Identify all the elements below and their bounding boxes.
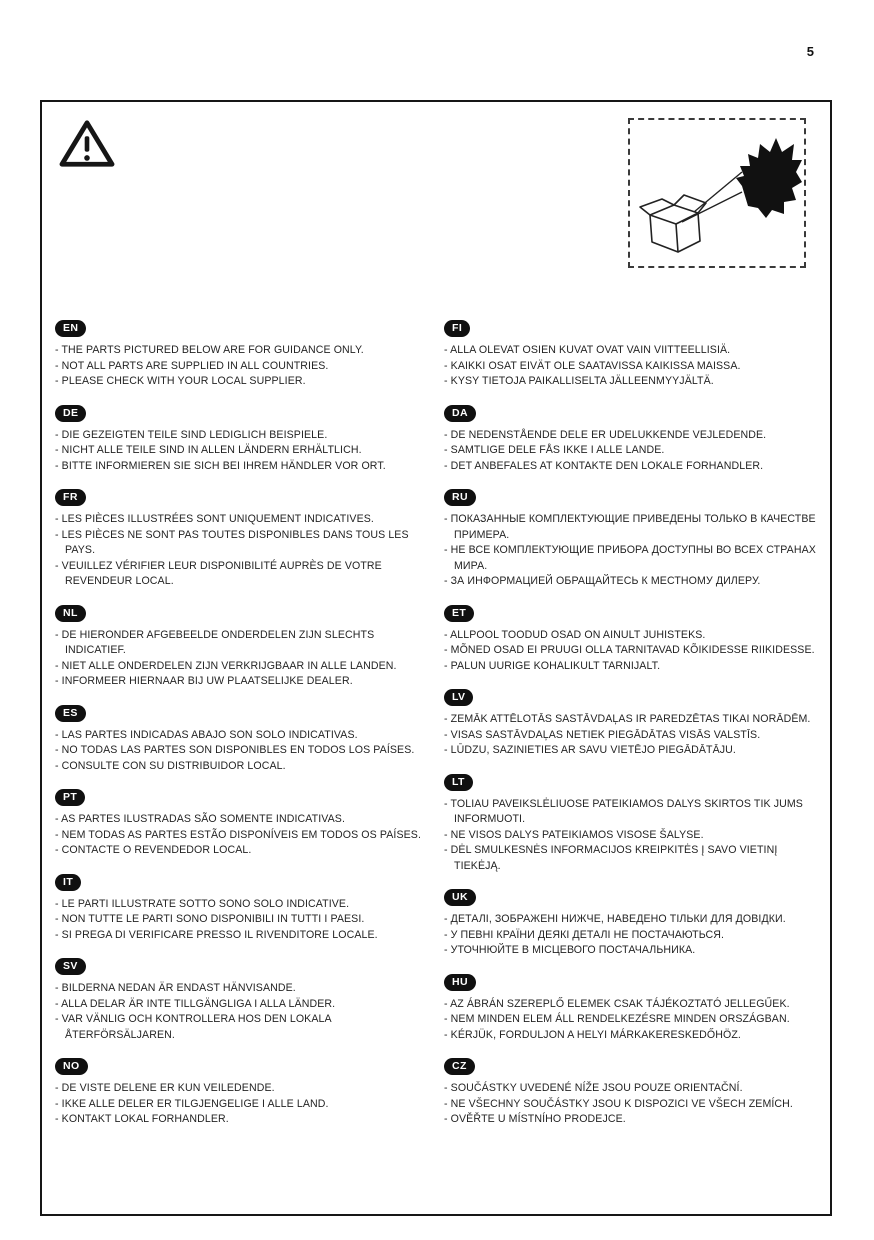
language-section-es [55, 703, 428, 775]
language-badge-nl: NL [55, 605, 86, 622]
instruction-lines [55, 1081, 428, 1128]
instruction-line: - DE NEDENSTÅENDE DELE ER UDELUKKENDE VEJLEDENDE. [444, 428, 767, 441]
instruction-lines [55, 628, 428, 690]
instruction-line: - VISAS SASTĀVDAĻAS NETIEK PIEGĀDĀTAS VISĀS VALSTĪS. [444, 728, 761, 741]
language-columns [55, 318, 820, 1141]
instruction-line: - IKKE ALLE DELER ER TILGJENGELIGE I ALLE LAND. [55, 1097, 329, 1110]
language-section-fr [55, 487, 428, 590]
instruction-lines [55, 897, 428, 944]
instruction-lines [444, 797, 817, 875]
column-left [55, 318, 428, 1141]
instruction-line: - NEM TODAS AS PARTES ESTÃO DISPONÍVEIS EM TODOS OS PAÍSES. [55, 828, 421, 841]
instruction-lines [444, 712, 817, 759]
instruction-line: - LE PARTI ILLUSTRATE SOTTO SONO SOLO INDICATIVE. [55, 897, 350, 910]
instruction-line: - KAIKKI OSAT EIVÄT OLE SAATAVISSA KAIKISSA MAISSA. [444, 359, 741, 372]
instruction-lines [55, 512, 428, 590]
head-silhouette-icon [736, 138, 802, 218]
instruction-line: - OVĚŘTE U MÍSTNÍHO PRODEJCE. [444, 1113, 626, 1125]
instruction-line: - KONTAKT LOKAL FORHANDLER. [55, 1113, 229, 1125]
instruction-line: - УТОЧНЮЙТЕ В МІСЦЕВОГО ПОСТАЧАЛЬНИКА. [444, 944, 696, 956]
instruction-line: - ALLA DELAR ÄR INTE TILLGÄNGLIGA I ALLA LÄNDER. [55, 997, 336, 1010]
language-section-it [55, 872, 428, 944]
language-badge-fr: FR [55, 489, 86, 506]
language-badge-lt: LT [444, 774, 473, 791]
language-section-nl [55, 603, 428, 690]
instruction-line: - У ПЕВНІ КРАЇНИ ДЕЯКІ ДЕТАЛІ НЕ ПОСТАЧАЮТЬСЯ. [444, 928, 725, 941]
instruction-line: - CONTACTE O REVENDEDOR LOCAL. [55, 844, 252, 856]
instruction-line: - LES PIÈCES ILLUSTRÉES SONT UNIQUEMENT INDICATIVES. [55, 513, 374, 525]
instruction-line: - DET ANBEFALES AT KONTAKTE DEN LOKALE FORHANDLER. [444, 459, 764, 472]
page-number: 5 [806, 44, 814, 59]
instruction-lines [55, 981, 428, 1043]
instruction-lines [444, 997, 817, 1044]
language-badge-sv: SV [55, 958, 86, 975]
language-badge-uk: UK [444, 889, 476, 906]
instruction-lines [55, 428, 428, 475]
language-badge-en: EN [55, 320, 86, 337]
language-section-hu [444, 972, 817, 1044]
instruction-lines [55, 343, 428, 390]
instruction-line: - ALLA OLEVAT OSIEN KUVAT OVAT VAIN VIITTEELLISIÄ. [444, 344, 731, 356]
instruction-line: - ДЕТАЛІ, ЗОБРАЖЕНІ НИЖЧЕ, НАВЕДЕНО ТІЛЬКИ ДЛЯ ДОВІДКИ. [444, 913, 786, 925]
language-badge-no: NO [55, 1058, 88, 1075]
language-section-lv [444, 687, 817, 759]
instruction-line: - NE VISOS DALYS PATEIKIAMOS VISOSE ŠALYSE. [444, 828, 704, 841]
instruction-lines [444, 1081, 817, 1128]
language-badge-hu: HU [444, 974, 476, 991]
instruction-line: - NOT ALL PARTS ARE SUPPLIED IN ALL COUNTRIES. [55, 359, 329, 372]
language-section-ru [444, 487, 817, 590]
language-badge-de: DE [55, 405, 86, 422]
instruction-line: - NO TODAS LAS PARTES SON DISPONIBLES EN TODOS LOS PAÍSES. [55, 744, 415, 756]
instruction-lines [444, 428, 817, 475]
instruction-line: - LAS PARTES INDICADAS ABAJO SON SOLO INDICATIVAS. [55, 728, 358, 741]
content-frame [40, 100, 832, 1216]
instruction-line: - NIET ALLE ONDERDELEN ZIJN VERKRIJGBAAR IN ALLE LANDEN. [55, 659, 397, 672]
language-section-uk [444, 887, 817, 959]
instruction-line: - DĖL SMULKESNĖS INFORMACIJOS KREIPKITĖS Į SAVO VIETINĮ TIEKĖJĄ. [444, 844, 778, 872]
instruction-line: - DE HIERONDER AFGEBEELDE ONDERDELEN ZIJN SLECHTS INDICATIEF. [55, 628, 375, 656]
warning-triangle-svg [58, 118, 116, 170]
instruction-line: - PLEASE CHECK WITH YOUR LOCAL SUPPLIER. [55, 375, 306, 387]
language-badge-ru: RU [444, 489, 476, 506]
instruction-line: - VEUILLEZ VÉRIFIER LEUR DISPONIBILITÉ AUPRÈS DE VOTRE REVENDEUR LOCAL. [55, 559, 382, 587]
instruction-line: - LŪDZU, SAZINIETIES AR SAVU VIETĒJO PIEGĀDĀTĀJU. [444, 744, 736, 756]
instruction-line: - ALLPOOL TOODUD OSAD ON AINULT JUHISTEKS. [444, 628, 706, 641]
language-badge-es: ES [55, 705, 86, 722]
instruction-line: - BITTE INFORMIEREN SIE SICH BEI IHREM HÄNDLER VOR ORT. [55, 459, 386, 472]
language-badge-it: IT [55, 874, 81, 891]
instruction-line: - BILDERNA NEDAN ÄR ENDAST HÄNVISANDE. [55, 982, 296, 994]
instruction-line: - KÉRJÜK, FORDULJON A HELYI MÁRKAKERESKEDŐHÖZ. [444, 1028, 741, 1041]
unpacking-illustration [628, 118, 806, 268]
language-section-de [55, 403, 428, 475]
language-badge-cz: CZ [444, 1058, 475, 1075]
instruction-line: - KYSY TIETOJA PAIKALLISELTA JÄLLEENMYYJÄLTÄ. [444, 375, 714, 387]
language-badge-lv: LV [444, 689, 473, 706]
instruction-line: - VAR VÄNLIG OCH KONTROLLERA HOS DEN LOKALA ÅTERFÖRSÄLJAREN. [55, 1013, 332, 1041]
language-badge-da: DA [444, 405, 476, 422]
instruction-lines [444, 512, 817, 590]
instruction-line: - AZ ÁBRÁN SZEREPLŐ ELEMEK CSAK TÁJÉKOZTATÓ JELLEGŰEK. [444, 997, 790, 1010]
language-badge-pt: PT [55, 789, 85, 806]
language-section-en [55, 318, 428, 390]
language-section-sv [55, 956, 428, 1043]
instruction-line: - NEM MINDEN ELEM ÁLL RENDELKEZÉSRE MINDEN ORSZÁGBAN. [444, 1013, 790, 1025]
instruction-lines [55, 728, 428, 775]
instruction-line: - ЗА ИНФОРМАЦИЕЙ ОБРАЩАЙТЕСЬ К МЕСТНОМУ ДИЛЕРУ. [444, 575, 761, 587]
instruction-line: - AS PARTES ILUSTRADAS SÃO SOMENTE INDICATIVAS. [55, 813, 346, 825]
instruction-line: - ZEMĀK ATTĒLOTĀS SASTĀVDAĻAS IR PAREDZĒTAS TIKAI NORĀDĒM. [444, 713, 811, 725]
language-section-fi [444, 318, 817, 390]
language-section-lt [444, 772, 817, 875]
language-section-et [444, 603, 817, 675]
instruction-lines [444, 912, 817, 959]
instruction-line: - DIE GEZEIGTEN TEILE SIND LEDIGLICH BEISPIELE. [55, 428, 328, 441]
box-and-head-drawing [630, 120, 804, 266]
language-badge-fi: FI [444, 320, 470, 337]
instruction-line: - INFORMEER HIERNAAR BIJ UW PLAATSELIJKE DEALER. [55, 675, 353, 687]
instruction-line: - NE VŠECHNY SOUČÁSTKY JSOU K DISPOZICI VE VŠECH ZEMÍCH. [444, 1097, 793, 1110]
instruction-line: - CONSULTE CON SU DISTRIBUIDOR LOCAL. [55, 759, 286, 772]
language-section-pt [55, 787, 428, 859]
language-section-cz [444, 1056, 817, 1128]
instruction-line: - ПОКАЗАННЫЕ КОМПЛЕКТУЮЩИЕ ПРИВЕДЕНЫ ТОЛЬКО В КАЧЕСТВЕ ПРИМЕРА. [444, 513, 816, 541]
instruction-line: - TOLIAU PAVEIKSLĖLIUOSE PATEIKIAMOS DALYS SKIRTOS TIK JUMS INFORMUOTI. [444, 797, 803, 825]
instruction-line: - NICHT ALLE TEILE SIND IN ALLEN LÄNDERN ERHÄLTLICH. [55, 444, 362, 456]
instruction-lines [444, 628, 817, 675]
instruction-line: - SI PREGA DI VERIFICARE PRESSO IL RIVENDITORE LOCALE. [55, 928, 378, 941]
instruction-line: - DE VISTE DELENE ER KUN VEILEDENDE. [55, 1082, 275, 1094]
instruction-line: - THE PARTS PICTURED BELOW ARE FOR GUIDANCE ONLY. [55, 344, 364, 356]
warning-triangle-icon [58, 118, 116, 170]
language-section-da [444, 403, 817, 475]
language-badge-et: ET [444, 605, 474, 622]
instruction-line: - NON TUTTE LE PARTI SONO DISPONIBILI IN TUTTI I PAESI. [55, 913, 365, 925]
open-box-icon [640, 195, 706, 252]
instruction-line: - PALUN UURIGE KOHALIKULT TARNIJALT. [444, 659, 661, 672]
language-section-no [55, 1056, 428, 1128]
instruction-line: - SAMTLIGE DELE FÅS IKKE I ALLE LANDE. [444, 444, 665, 456]
instruction-line: - SOUČÁSTKY UVEDENÉ NÍŽE JSOU POUZE ORIENTAČNÍ. [444, 1082, 743, 1094]
column-right [444, 318, 817, 1141]
instruction-line: - MÕNED OSAD EI PRUUGI OLLA TARNITAVAD KÕIKIDESSE RIIKIDESSE. [444, 644, 815, 656]
instruction-lines [55, 812, 428, 859]
instruction-lines [444, 343, 817, 390]
instruction-line: - НЕ ВСЕ КОМПЛЕКТУЮЩИЕ ПРИБОРА ДОСТУПНЫ ВО ВСЕХ СТРАНАХ МИРА. [444, 544, 816, 572]
instruction-line: - LES PIÈCES NE SONT PAS TOUTES DISPONIBLES DANS TOUS LES PAYS. [55, 528, 409, 556]
